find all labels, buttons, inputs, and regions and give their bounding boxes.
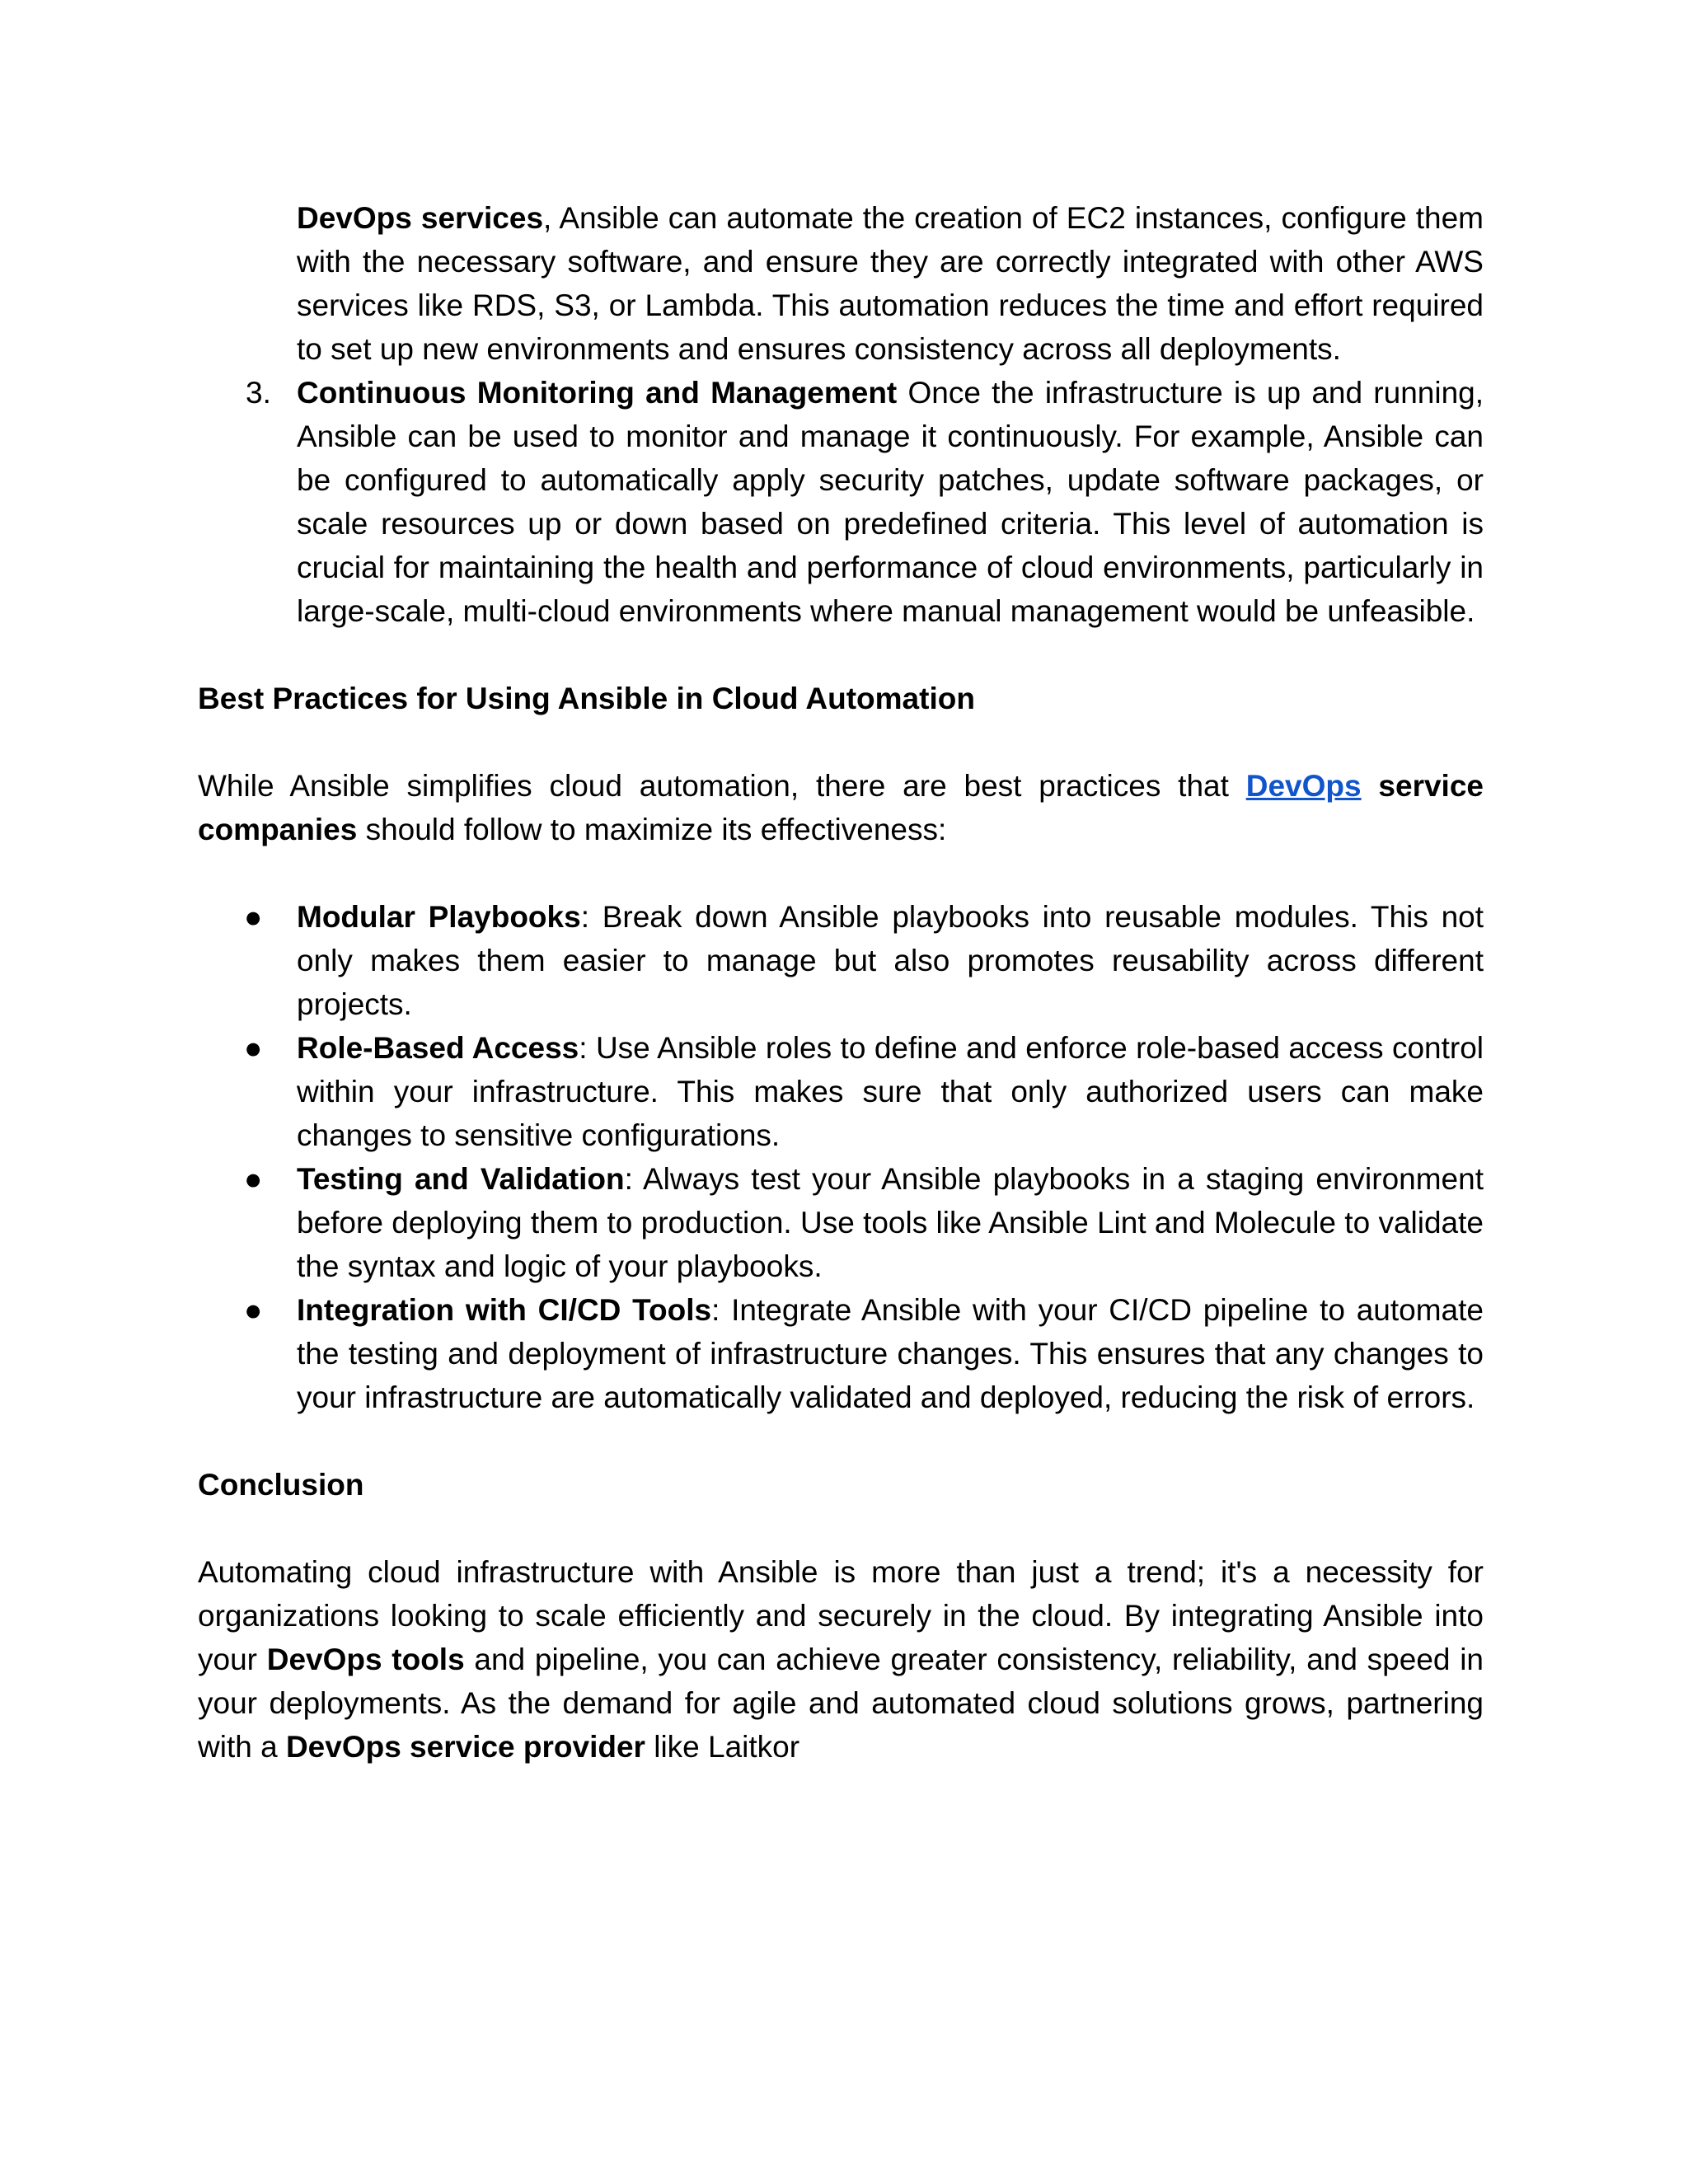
devops-link[interactable]: DevOps: [1245, 769, 1362, 803]
numbered-list-item: [246, 371, 1484, 633]
best-practices-list: [198, 895, 1484, 1419]
list-item-title: Integration with CI/CD Tools: [297, 1293, 712, 1327]
best-practices-intro-end: should follow to maximize its effectiveness:: [357, 813, 947, 846]
list-item: [244, 895, 1484, 1026]
conclusion-paragraph: [198, 1550, 1484, 1769]
list-number: 3.: [246, 376, 271, 410]
conclusion-text-1: Automating cloud infrastructure with Ansible is more than just a trend; it's a necessity for organizations looking to scale efficiently and securely in the cloud. By integrating Ansible into your: [198, 1555, 1484, 1676]
list-item-text: : Integrate Ansible with your CI/CD pipeline to automate the testing and deployment of infrastructure changes. This ensures that any changes to your infrastructure are automatically validated and deployed, reducing the risk of errors.: [297, 1293, 1484, 1414]
numbered-item-title: Continuous Monitoring and Management: [297, 376, 898, 410]
document-content: [198, 196, 1484, 1769]
bullet-icon: ●: [244, 900, 263, 934]
list-item-title: Testing and Validation: [297, 1162, 625, 1196]
best-practices-intro-text: While Ansible simplifies cloud automation, there are best practices that: [198, 769, 1246, 803]
conclusion-heading: Conclusion: [198, 1468, 364, 1502]
service-companies-bold: service companies: [198, 769, 1484, 846]
intro-text: , Ansible can automate the creation of EC2 instances, configure them with the necessary software, and ensure they are correctly integrated with other AWS services like RDS, S3, or Lambda. This automation reduces the time and effort required to set up new environments and ensures consistency across all deployments.: [297, 201, 1484, 366]
list-item: [244, 1288, 1484, 1419]
list-item-title: Modular Playbooks: [297, 900, 581, 934]
best-practices-intro: [198, 764, 1484, 851]
bullet-icon: ●: [244, 1031, 263, 1065]
list-item: [244, 1026, 1484, 1157]
list-item-title: Role-Based Access: [297, 1031, 579, 1065]
devops-service-provider-bold: DevOps service provider: [285, 1730, 645, 1764]
list-item: [244, 1157, 1484, 1288]
intro-bold-lead: DevOps services: [297, 201, 544, 235]
intro-paragraph: [297, 196, 1484, 371]
numbered-list: [246, 371, 1484, 633]
list-item-text: : Always test your Ansible playbooks in a staging environment before deploying them to production. Use tools like Ansible Lint and Molecule to validate the syntax and logic of your playbooks.: [297, 1162, 1484, 1283]
conclusion-text-2: and pipeline, you can achieve greater consistency, reliability, and speed in your deployments. As the demand for agile and automated cloud solutions grows, partnering with a: [198, 1643, 1484, 1764]
numbered-item-text: Once the infrastructure is up and running, Ansible can be used to monitor and manage it continuously. For example, Ansible can be configured to automatically apply security patches, update software packages, or scale resources up or down based on predefined criteria. This level of automation is crucial for maintaining the health and performance of cloud environments, particularly in large-scale, multi-cloud environments where manual management would be unfeasible.: [297, 376, 1484, 628]
devops-tools-bold: DevOps tools: [266, 1643, 465, 1676]
list-item-continuation: [297, 196, 1484, 371]
list-item-text: : Break down Ansible playbooks into reusable modules. This not only makes them easier to manage but also promotes reusability across different projects.: [297, 900, 1484, 1021]
bullet-icon: ●: [244, 1293, 263, 1327]
best-practices-heading: Best Practices for Using Ansible in Cloud Automation: [198, 682, 975, 715]
bullet-icon: ●: [244, 1162, 263, 1196]
conclusion-text-3: like Laitkor: [645, 1730, 800, 1764]
list-item-text: : Use Ansible roles to define and enforce role-based access control within your infrastructure. This makes sure that only authorized users can make changes to sensitive configurations.: [297, 1031, 1484, 1152]
